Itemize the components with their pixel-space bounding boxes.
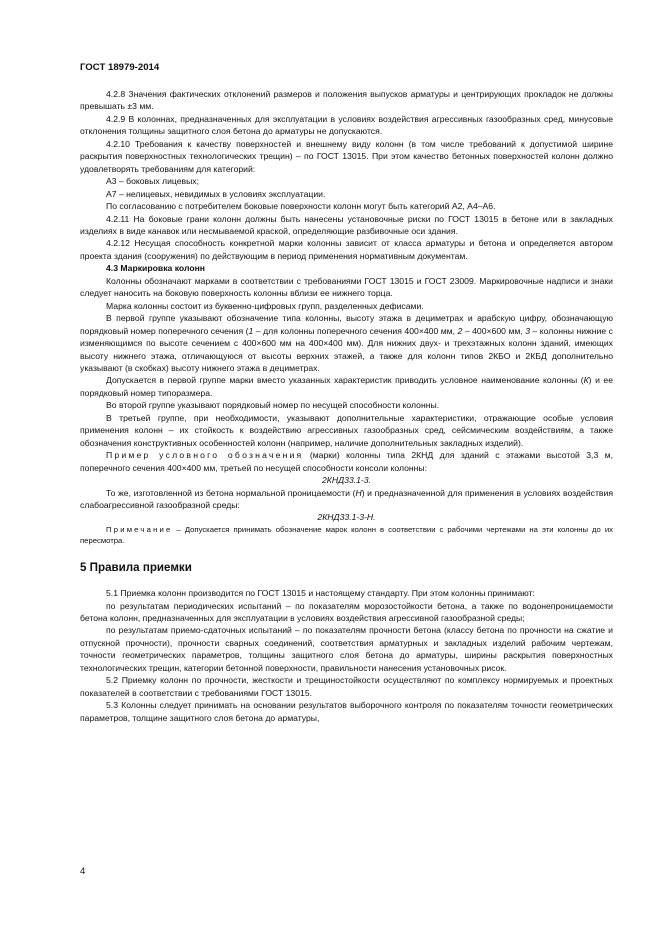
example-mark-1: 2КНД33.1-3.: [321, 475, 372, 486]
category-a7: А7 – нелицевых, невидимых в условиях эксплуатации.: [106, 188, 326, 199]
text-run: – 400×600 мм,: [462, 325, 526, 336]
text-run: ) и предназначенной для применения в условиях воздействия слабоагрессивной газообразной среды:: [80, 487, 613, 510]
italic-run: 3: [525, 325, 530, 336]
text-run: ) и ее порядковый номер типоразмера.: [80, 375, 613, 398]
section-title-5: 5 Правила приемки: [80, 561, 192, 575]
example-label: Пример условного обозначения: [106, 450, 304, 461]
example-paragraph-2: [80, 487, 613, 512]
document-header: ГОСТ 18979-2014: [80, 62, 160, 73]
note-label: Примечание: [106, 524, 173, 534]
marking-paragraph-5: Во второй группе указывают порядковый номер по несущей способности колонны.: [106, 400, 440, 411]
acceptance-tests: по результатам приемо-сдаточных испытаний – по показателям прочности бетона (классу бетона по прочности на сжатие и отпускной прочности), прочности сварных соединений, соответствия арматурных и закладных изделий рабочим чертежам, точности геометрических параметров, толщины защитного слоя бетона до арматуры, ширины раскрытия поверхностных технологических трещин, категории бетонной поверхности, правильности нанесения установочных рисок.: [80, 625, 613, 673]
text-run: – колонны нижние с изменяющимся по высоте сечением с 400×600 мм на 400×400 мм). Для нижних двух- и трехэтажных колонн зданий, имеющих высоту нижнего этажа, отличающуюся от высоты верхних этажей, а также для колонн типов 2КБО и 2КБД дополнительно указывают (в скобках) высоту нижнего этажа в дециметрах.: [80, 325, 613, 373]
clause-4-2-8: 4.2.8 Значения фактических отклонений размеров и положения выпусков арматуры и центрирующих прокладок не должны превышать ±3 мм.: [80, 89, 613, 112]
italic-run: 1: [248, 325, 254, 336]
page-number: 4: [80, 866, 86, 877]
clause-4-2-10: 4.2.10 Требования к качеству поверхностей и внешнему виду колонн (в том числе требований к допустимой ширине раскрытия поверхностных технологических трещин) – по ГОСТ 13015. При этом качество бетонных поверхностей колонн должно удовлетворять требованиям для категорий:: [80, 138, 613, 174]
text-run: В первой группе указывают обозначение типа колонны, высоту этажа в дециметрах и арабскую цифру, обозначающую порядковый номер поперечного сечения (: [80, 313, 613, 336]
clause-5-1: 5.1 Приемка колонн производится по ГОСТ 13015 и настоящему стандарту. При этом колонны принимают:: [106, 588, 535, 599]
text-run: – Допускается принимать обозначение марок колонн в соответствии с рабочими чертежами на эти колонны до их пересмотра.: [80, 524, 613, 546]
text-run: – для колонны поперечного сечения 400×400 мм,: [253, 325, 458, 336]
marking-paragraph-6: В третьей группе, при необходимости, указывают дополнительные характеристики, отражающие особые условия применения колонн – их стойкость к воздействию агрессивных газообразных сред, сейсмическим воздействиям, а также обозначения конструктивных особенностей колонн (например, наличие дополнительных закладных изделий).: [80, 412, 613, 448]
example-mark-2: 2КНД33.1-3-Н.: [317, 512, 376, 523]
marking-paragraph-4: [80, 374, 613, 399]
note-paragraph: [80, 524, 613, 547]
category-a3: А3 – боковых лицевых;: [106, 176, 200, 187]
marking-paragraph-3: [80, 312, 613, 374]
text-run: То же, изготовленной из бетона нормальной проницаемости (: [106, 487, 356, 498]
italic-run: Н: [355, 487, 362, 498]
category-agreement: По согласованию с потребителем боковые поверхности колонн могут быть категорий А2, А4–А6.: [106, 201, 496, 212]
document-page: [80, 62, 613, 724]
clause-4-2-12: 4.2.12 Несущая способность конкретной марки колонны зависит от класса арматуры и бетона и определяется автором проекта здания (сооружения) по действующим в период применения нормативным документам.: [80, 238, 613, 261]
clause-5-3: 5.3 Колонны следует принимать на основании результатов выборочного контроля по показателям точности геометрических параметров, толщине защитного слоя бетона до арматуры,: [80, 700, 613, 723]
italic-run: К: [583, 375, 589, 386]
periodic-tests: по результатам периодических испытаний – по показателям морозостойкости бетона, а также по водонепроницаемости бетона колонн, предназначенных для эксплуатации в условиях воздействия агрессивной газообразной среды;: [80, 600, 613, 623]
marking-paragraph-2: Марка колонны состоит из буквенно-цифровых групп, разделенных дефисами.: [106, 300, 424, 311]
text-run: Допускается в первой группе марки вместо указанных характеристик приводить условное наименование колонны (: [106, 375, 584, 386]
clause-5-2: 5.2 Приемку колонн по прочности, жесткости и трещиностойкости осуществляют по комплексу нормируемых и проектных показателей в соответствии с требованиями ГОСТ 13015.: [80, 675, 613, 698]
italic-run: 2: [457, 325, 463, 336]
text-run: (марки) колонны типа 2КНД для зданий с этажами высотой 3,3 м, поперечного сечения 400×400 мм, третьей по несущей способности консоли колонны:: [80, 450, 613, 473]
clause-4-2-11: 4.2.11 На боковые грани колонн должны быть нанесены установочные риски по ГОСТ 13015 в бетоне или в закладных изделиях в виде канавок или несмываемой краской, определяющие разбивочные оси здания.: [80, 213, 613, 236]
subsection-title-4-3: 4.3 Маркировка колонн: [106, 263, 206, 274]
marking-paragraph-1: Колонны обозначают марками в соответствии с требованиями ГОСТ 13015 и ГОСТ 23009. Маркировочные надписи и знаки следует наносить на боковую поверхность колонны вблизи ее нижнего торца.: [80, 275, 613, 299]
clause-4-2-9: 4.2.9 В колоннах, предназначенных для эксплуатации в условиях воздействия агрессивных газообразных сред, минусовые отклонения толщины защитного слоя бетона до арматуры не допускаются.: [80, 113, 613, 137]
example-paragraph-1: [80, 449, 613, 474]
